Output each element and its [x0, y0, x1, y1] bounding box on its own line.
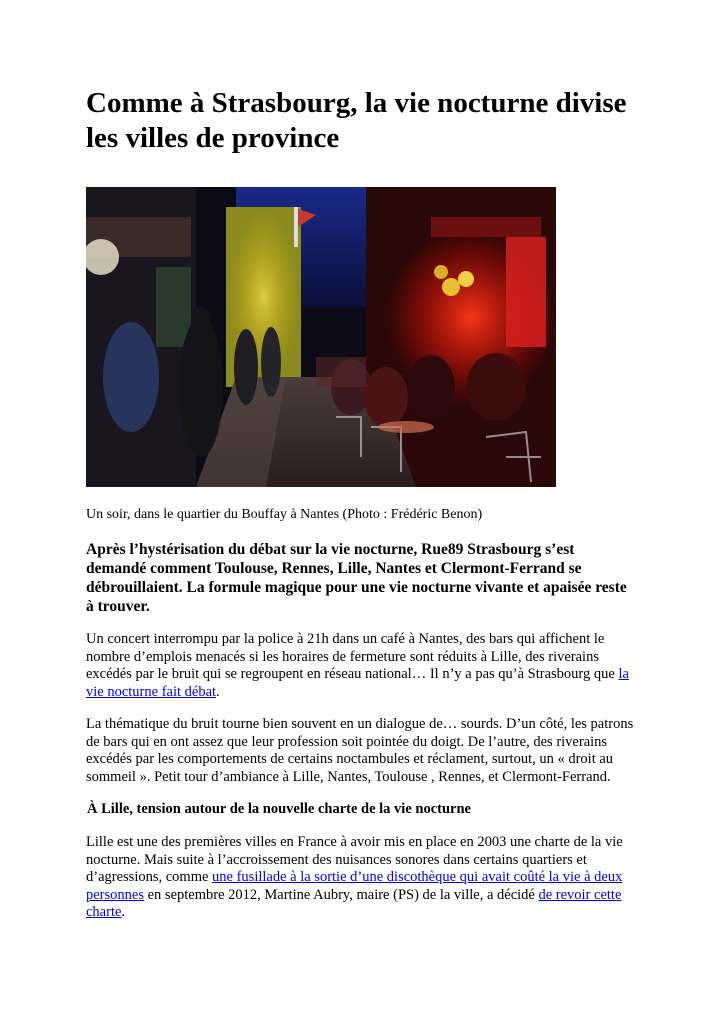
paragraph-3-text-1: Lille est une des premières villes en France à avoir mis en place en 2003 une charte de la vie nocturne. Mais suite à l’accroissement des nuisances sonores dans certains quartiers et d’agressions, comme [86, 834, 623, 885]
link-vie-nocturne-debat[interactable]: la vie nocturne fait débat [86, 666, 629, 700]
link-revoir-charte[interactable]: de revoir cette charte [86, 886, 622, 920]
paragraph-1-text-before: Un concert interrompu par la police à 21h dans un café à Nantes, des bars qui affichent le nombre d’emplois menacés si les horaires de fermeture sont réduits à Lille, des riverains excédés par le bruit qui se regroupent en réseau national… Il n’y a pas qu’à Strasbourg que [86, 631, 619, 682]
article-lead: Après l’hystérisation du débat sur la vie nocturne, Rue89 Strasbourg s’est demandé comment Toulouse, Rennes, Lille, Nantes et Clermont-Ferrand se débrouillaient. La formule magique pour une vie nocturne vivante et apaisée reste à trouver. [86, 541, 627, 615]
link-fusillade-discotheque[interactable]: une fusillade à la sortie d’une discothèque qui avait coûté la vie à deux personnes [86, 869, 623, 903]
article-photo [86, 187, 556, 487]
paragraph-1 [86, 631, 646, 701]
paragraph-3-text-2: en septembre 2012, Martine Aubry, maire (PS) de la ville, a décidé [144, 886, 539, 903]
paragraph-3 [86, 834, 646, 922]
paragraph-2: La thématique du bruit tourne bien souvent en un dialogue de… sourds. D’un côté, les patrons de bars qui en ont assez que leur profession soit pointée du doigt. De l’autre, des riverains excédés par les comportements de certains noctambules et réclament, surtout, un « droit au sommeil ». Petit tour d’ambiance à Lille, Nantes, Toulouse , Rennes, et Clermont-Ferrand. [86, 716, 634, 785]
article-title: Comme à Strasbourg, la vie nocturne divise les villes de province [86, 87, 627, 154]
night-street-illustration [86, 187, 556, 487]
section-heading-lille: À Lille, tension autour de la nouvelle charte de la vie nocturne [87, 801, 471, 817]
paragraph-3-text-3: . [121, 904, 126, 920]
photo-caption: Un soir, dans le quartier du Bouffay à Nantes (Photo : Frédéric Benon) [86, 507, 483, 522]
paragraph-1-text-after: . [216, 683, 220, 700]
